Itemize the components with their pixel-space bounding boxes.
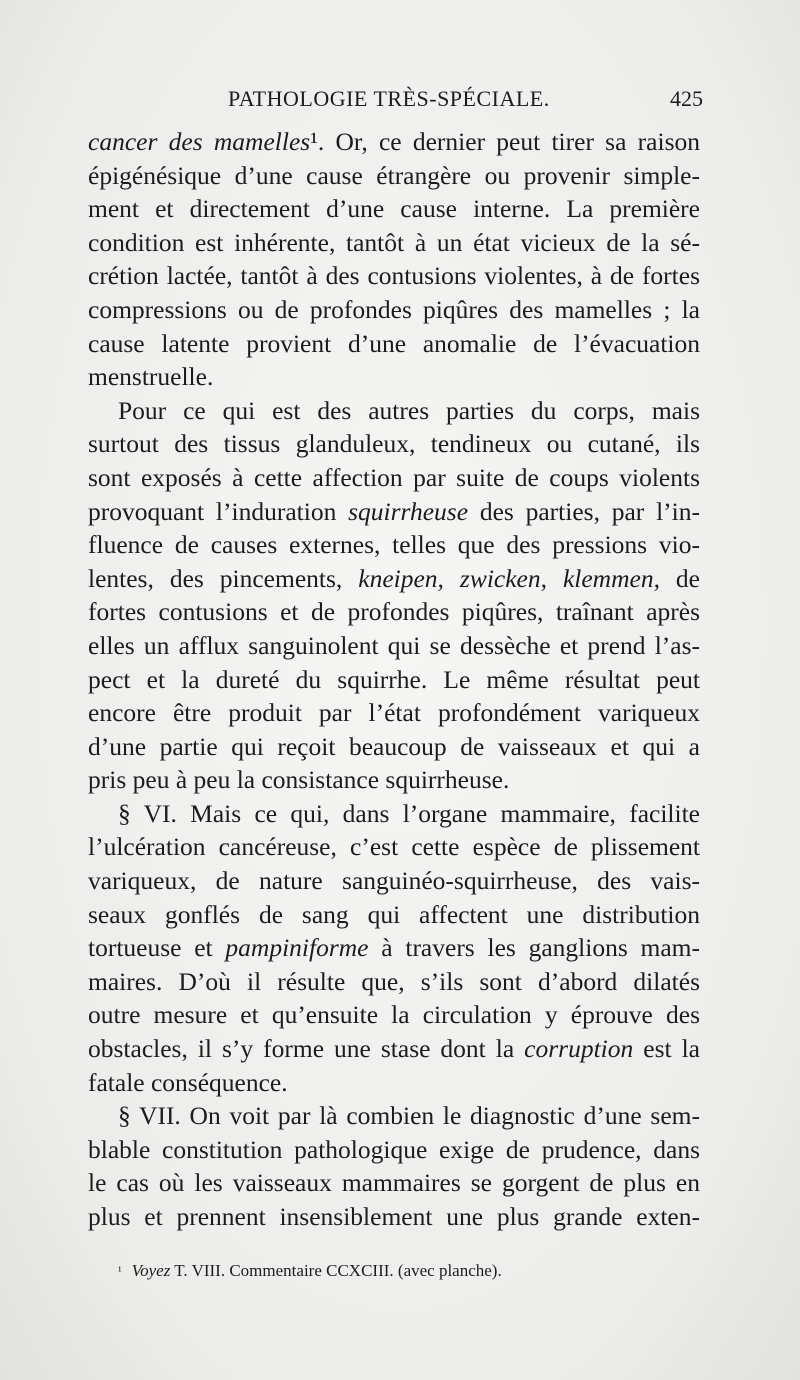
text-segment: le cas où les vaisseaux mammaires se gorgent de plus en [88,1168,700,1198]
text-line [88,192,700,226]
text-line [88,998,700,1032]
text-line [88,965,700,999]
text-segment: tortueuse et [88,933,226,963]
page-number: 425 [670,86,703,111]
text-segment: est la [633,1034,700,1064]
text-segment: compressions ou de profondes piqûres des mamelles ; la [88,294,700,324]
page-header [88,82,703,122]
text-segment: sont exposés à cette affection par suite de coups violents [88,462,700,492]
text-segment: variqueux, de nature sanguinéo-squirrheuse, des vais- [88,866,700,896]
text-line [88,1166,700,1200]
text-line [88,125,700,159]
italic-text: squirrheuse [348,496,469,526]
text-segment: ¹. Or, ce dernier peut tirer sa raison [310,127,700,156]
text-segment: épigénésique d’une cause étrangère ou provenir simple- [88,160,700,190]
text-line [88,696,700,730]
text-line [88,763,700,797]
text-segment: outre mesure et qu’ensuite la circulation y éprouve des [88,1000,700,1030]
text-segment: l’ulcération cancéreuse, c’est cette espèce de plissement [88,832,700,862]
text-line [88,629,700,663]
footnote-marker: ¹ [118,1264,122,1278]
text-segment: Pour ce qui est des autres parties du corps, mais [118,395,700,425]
text-line [88,1133,700,1167]
text-segment: de [659,563,700,593]
italic-text: pampiniforme [225,933,369,963]
body-text [88,125,700,1234]
text-segment: provoquant l’induration [88,496,349,526]
text-segment: pris peu à peu la consistance squirrheuse. [88,765,510,795]
italic-text: corruption [524,1034,634,1064]
text-segment: encore être produit par l’état profondément variqueux [88,698,700,728]
text-segment: elles un afflux sanguinolent qui se dessèche et prend l’as- [88,630,700,660]
text-line [88,797,700,831]
running-head: PATHOLOGIE TRÈS-SPÉCIALE. [228,86,550,111]
text-line [88,898,700,932]
text-line [88,293,700,327]
text-line [88,226,700,260]
text-segment: d’une partie qui reçoit beaucoup de vaisseaux et qui a [88,731,700,761]
text-line [88,1200,700,1234]
text-segment: menstruelle. [88,362,214,392]
text-segment: ment et directement d’une cause interne. La première [88,194,700,224]
text-line [88,427,700,461]
text-segment: § VII. On voit par là combien le diagnostic d’une sem- [118,1101,700,1131]
text-line [88,528,700,562]
text-segment: § VI. Mais ce qui, dans l’organe mammaire, facilite [118,798,700,828]
text-segment: surtout des tissus glanduleux, tendineux ou cutané, ils [88,429,700,459]
text-line [88,864,700,898]
text-line [88,461,700,495]
text-segment: crétion lactée, tantôt à des contusions violentes, à de fortes [88,261,700,291]
text-segment: seaux gonflés de sang qui affectent une distribution [88,899,700,929]
text-line [88,1099,700,1133]
text-segment: pect et la dureté du squirrhe. Le même résultat peut [88,664,700,694]
text-segment: à travers les ganglions mam- [368,933,701,963]
text-line [88,1032,700,1066]
text-line [88,394,700,428]
italic-text: cancer des mamelles [88,127,311,156]
text-line [88,663,700,697]
footnote-text: T. VIII. Commentaire CCXCIII. (avec planche). [170,1261,502,1280]
text-segment: cause latente provient d’une anomalie de l’évacuation [88,328,700,358]
text-segment: lentes, des pincements, [88,563,359,593]
footnote [118,1260,678,1282]
text-segment: blable constitution pathologique exige de prudence, dans [88,1134,700,1164]
text-segment: fatale conséquence. [88,1067,288,1097]
text-segment: fortes contusions et de profondes piqûres, traînant après [88,597,700,627]
text-segment: condition est inhérente, tantôt à un état vicieux de la sé- [88,227,700,257]
text-line [88,495,700,529]
text-line [88,830,700,864]
text-segment: maires. D’où il résulte que, s’ils sont d’abord dilatés [88,966,700,996]
text-segment: obstacles, il s’y forme une stase dont la [88,1034,525,1064]
text-line [88,931,700,965]
text-segment: plus et prennent insensiblement une plus grande exten- [88,1202,700,1231]
text-line [88,259,700,293]
italic-text: kneipen, zwicken, klemmen, [358,563,660,593]
text-line [88,327,700,361]
text-segment: des parties, par l’in- [468,496,700,526]
text-segment: fluence de causes externes, telles que des pressions vio- [88,530,700,560]
text-line [88,159,700,193]
text-line [88,1066,700,1100]
footnote-voyez: Voyez [131,1261,171,1280]
text-line [88,595,700,629]
text-line [88,562,700,596]
text-line [88,360,700,394]
text-line [88,730,700,764]
